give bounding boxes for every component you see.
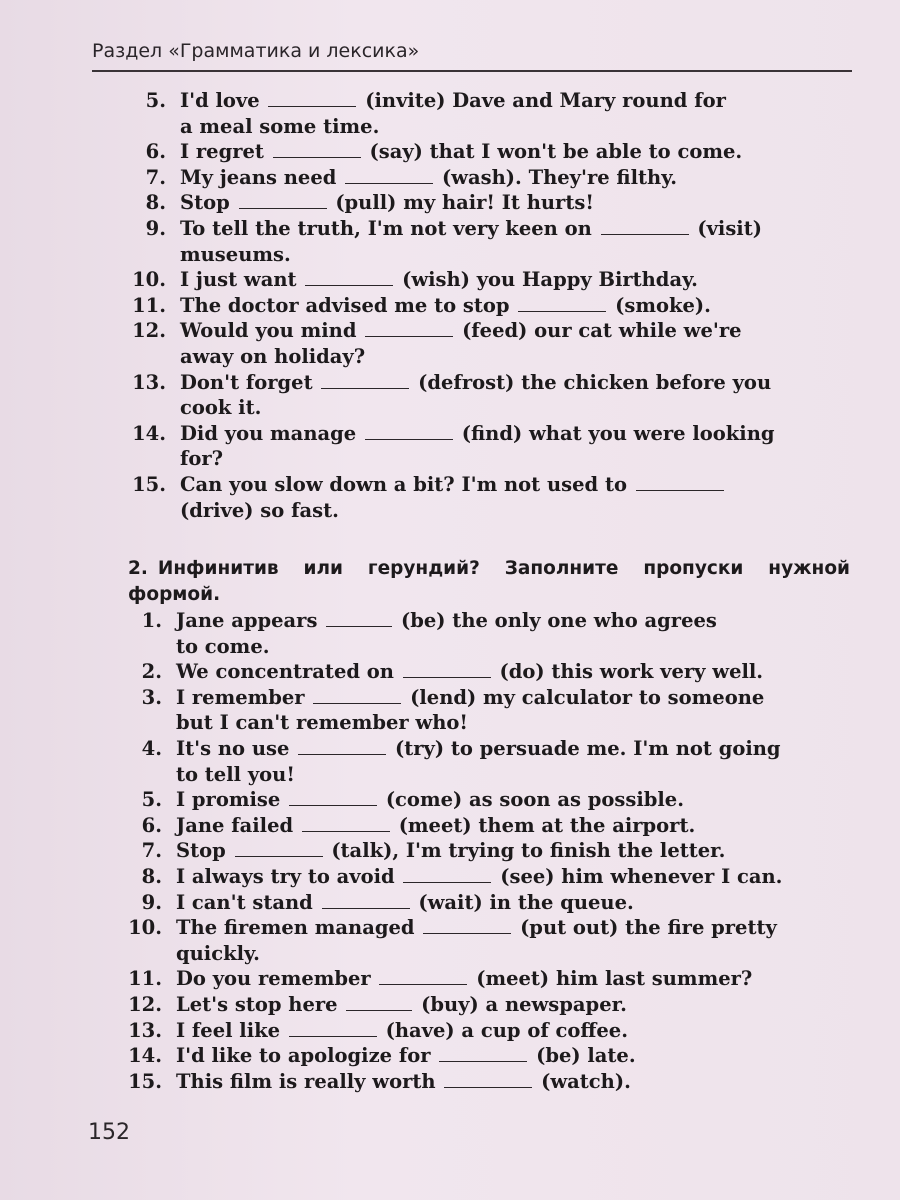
answer-blank: [235, 838, 323, 857]
item-text: [176, 992, 850, 1018]
answer-blank: [601, 216, 689, 235]
answer-blank: [345, 165, 433, 184]
answer-blank: [289, 1018, 377, 1037]
exercise-item: [0, 421, 900, 472]
answer-blank: [444, 1069, 532, 1088]
item-line: but I can't remember who!: [176, 711, 468, 735]
item-text: [180, 370, 850, 421]
item-line: museums.: [180, 242, 291, 266]
item-text: [180, 472, 850, 523]
item-number: 11.: [128, 967, 162, 991]
item-text: [176, 1069, 850, 1095]
item-text: [176, 685, 850, 736]
item-line: I promise (come) as soon as possible.: [176, 788, 685, 812]
item-line: quickly.: [176, 941, 260, 965]
item-number: 15.: [128, 1069, 162, 1093]
section-header: [92, 40, 852, 62]
item-number: 12.: [132, 319, 166, 343]
answer-blank: [322, 890, 410, 909]
item-number: 7.: [145, 165, 166, 189]
exercise-item: [0, 190, 900, 216]
page-number: 152: [88, 1120, 130, 1145]
item-line: Did you manage (find) what you were looking: [180, 421, 775, 445]
item-text: [176, 864, 850, 890]
answer-blank: [423, 915, 511, 934]
item-line: to tell you!: [176, 762, 295, 786]
item-line: I remember (lend) my calculator to someone: [176, 685, 765, 709]
item-text: [180, 139, 850, 165]
exercise-item: [0, 216, 900, 267]
item-line: I can't stand (wait) in the queue.: [176, 890, 634, 914]
item-text: [176, 787, 850, 813]
item-line: Let's stop here (buy) a newspaper.: [176, 992, 627, 1016]
item-number: 3.: [141, 685, 162, 709]
item-number: 5.: [141, 788, 162, 812]
exercise-1-list: [0, 88, 900, 523]
answer-blank: [379, 966, 467, 985]
item-number: 2.: [141, 660, 162, 684]
answer-blank: [313, 685, 401, 704]
item-number: 8.: [145, 191, 166, 215]
item-line: Stop (pull) my hair! It hurts!: [180, 191, 594, 215]
answer-blank: [326, 608, 392, 627]
answer-blank: [365, 421, 453, 440]
item-line: I'd love (invite) Dave and Mary round for: [180, 89, 726, 112]
exercise-item: [0, 1043, 900, 1069]
item-line: a meal some time.: [180, 114, 380, 138]
answer-blank: [636, 472, 724, 491]
item-text: [176, 890, 850, 916]
item-number: 4.: [141, 736, 162, 760]
item-number: 14.: [128, 1044, 162, 1068]
item-text: [176, 1018, 850, 1044]
exercise-2-number: 2.: [128, 558, 148, 579]
item-text: [180, 88, 850, 139]
item-text: [180, 293, 850, 319]
exercise-item: [0, 472, 900, 523]
exercise-item: [0, 992, 900, 1018]
item-line: to come.: [176, 634, 270, 658]
answer-blank: [305, 267, 393, 286]
exercise-2-instruction: [128, 556, 850, 608]
item-line: I'd like to apologize for (be) late.: [176, 1044, 636, 1068]
item-number: 5.: [145, 89, 166, 112]
exercise-item: [0, 915, 900, 966]
item-line: We concentrated on (do) this work very well.: [176, 660, 764, 684]
exercise-item: [0, 165, 900, 191]
item-text: [176, 915, 850, 966]
item-line: cook it.: [180, 396, 262, 420]
item-text: [180, 216, 850, 267]
item-line: I feel like (have) a cup of coffee.: [176, 1018, 628, 1042]
exercise-item: [0, 787, 900, 813]
item-text: [176, 813, 850, 839]
item-number: 10.: [132, 268, 166, 292]
answer-blank: [365, 318, 453, 337]
answer-blank: [403, 864, 491, 883]
answer-blank: [298, 736, 386, 755]
answer-blank: [403, 659, 491, 678]
item-text: [176, 838, 850, 864]
item-number: 11.: [132, 293, 166, 317]
item-line: Jane failed (meet) them at the airport.: [176, 813, 696, 837]
item-text: [176, 608, 850, 659]
item-line: To tell the truth, I'm not very keen on (visit): [180, 216, 762, 240]
header-rule: [92, 70, 852, 72]
answer-blank: [239, 190, 327, 209]
item-line: The firemen managed (put out) the fire pretty: [176, 916, 777, 940]
item-number: 7.: [141, 839, 162, 863]
item-line: My jeans need (wash). They're filthy.: [180, 165, 678, 189]
exercise-2-instruction-text: Инфинитив или герундий? Заполните пропуски нужной формой.: [128, 558, 850, 605]
answer-blank: [518, 293, 606, 312]
item-number: 8.: [141, 864, 162, 888]
item-number: 12.: [128, 992, 162, 1016]
exercise-item: [0, 685, 900, 736]
item-number: 14.: [132, 421, 166, 445]
item-line: Stop (talk), I'm trying to finish the letter.: [176, 839, 726, 863]
exercise-item: [0, 813, 900, 839]
answer-blank: [289, 787, 377, 806]
exercise-item: [0, 736, 900, 787]
answer-blank: [273, 139, 361, 158]
answer-blank: [321, 370, 409, 389]
exercise-item: [0, 838, 900, 864]
item-number: 9.: [145, 216, 166, 240]
item-number: 1.: [141, 609, 162, 632]
exercise-item: [0, 608, 900, 659]
item-text: [176, 1043, 850, 1069]
exercise-item: [0, 890, 900, 916]
answer-blank: [346, 992, 412, 1011]
exercise-item: [0, 267, 900, 293]
item-line: I just want (wish) you Happy Birthday.: [180, 268, 698, 292]
answer-blank: [439, 1043, 527, 1062]
item-number: 10.: [128, 916, 162, 940]
exercise-item: [0, 659, 900, 685]
item-number: 9.: [141, 890, 162, 914]
section-title: Раздел «Грамматика и лексика»: [92, 40, 420, 62]
answer-blank: [268, 88, 356, 107]
item-number: 6.: [141, 813, 162, 837]
exercise-item: [0, 318, 900, 369]
item-number: 6.: [145, 140, 166, 164]
exercise-item: [0, 1018, 900, 1044]
item-text: [180, 421, 850, 472]
item-line: I regret (say) that I won't be able to come.: [180, 140, 743, 164]
exercise-item: [0, 293, 900, 319]
item-text: [180, 318, 850, 369]
exercise-item: [0, 966, 900, 992]
item-number: 13.: [128, 1018, 162, 1042]
item-line: I always try to avoid (see) him whenever I can.: [176, 864, 783, 888]
item-text: [176, 736, 850, 787]
item-text: [180, 267, 850, 293]
item-line: (drive) so fast.: [180, 498, 339, 522]
item-text: [180, 165, 850, 191]
answer-blank: [302, 813, 390, 832]
exercise-2-list: [0, 608, 900, 1094]
item-line: Don't forget (defrost) the chicken before you: [180, 370, 772, 394]
item-line: Do you remember (meet) him last summer?: [176, 967, 753, 991]
item-text: [176, 659, 850, 685]
item-line: for?: [180, 447, 224, 471]
item-text: [180, 190, 850, 216]
exercise-item: [0, 139, 900, 165]
item-line: Would you mind (feed) our cat while we're: [180, 319, 742, 343]
exercise-item: [0, 864, 900, 890]
item-text: [176, 966, 850, 992]
item-line: Jane appears (be) the only one who agrees: [176, 609, 717, 632]
item-line: The doctor advised me to stop (smoke).: [180, 293, 711, 317]
item-number: 13.: [132, 370, 166, 394]
exercise-item: [0, 370, 900, 421]
item-line: This film is really worth (watch).: [176, 1069, 631, 1093]
item-number: 15.: [132, 472, 166, 496]
exercise-item: [0, 1069, 900, 1095]
exercise-item: [0, 88, 900, 139]
item-line: Can you slow down a bit? I'm not used to: [180, 472, 850, 498]
item-line: It's no use (try) to persuade me. I'm not going: [176, 736, 781, 760]
item-line: away on holiday?: [180, 344, 366, 368]
